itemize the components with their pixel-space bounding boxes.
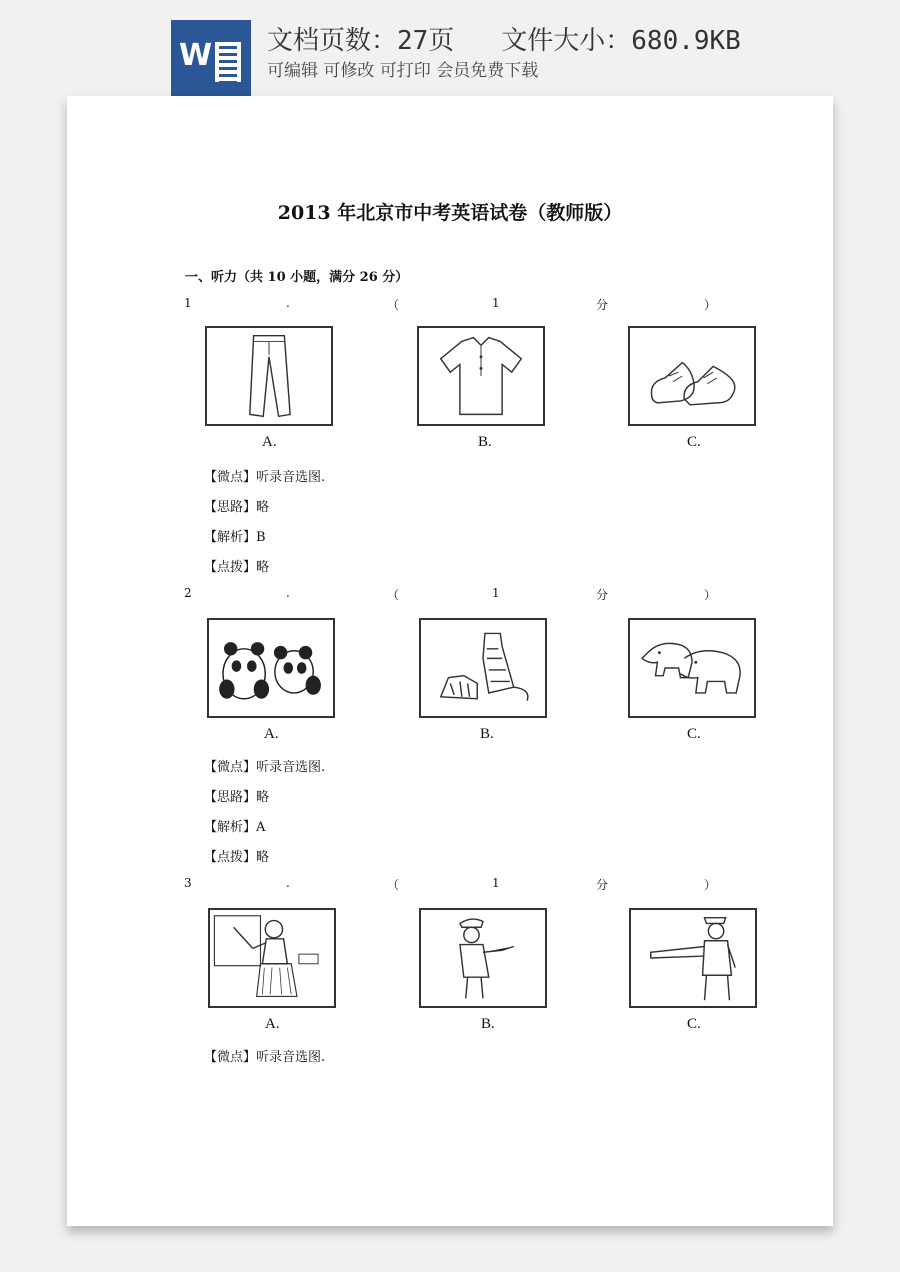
shirt-picture[interactable] (417, 326, 545, 426)
worker-picture[interactable] (419, 908, 547, 1008)
note-approach: 【思路】略 (204, 500, 270, 515)
pandas-icon (209, 620, 333, 716)
score-unit: 分 (596, 588, 609, 602)
doc-lines-icon (215, 42, 241, 82)
doc-meta-line: 文档页数：27页 文件大小：680.9KB (267, 26, 741, 56)
question-dot: . (286, 296, 290, 310)
police-officer-icon (631, 910, 755, 1006)
option-label-c: C. (687, 1016, 701, 1032)
option-label-a: A. (265, 1016, 280, 1032)
option-label-b: B. (481, 1016, 495, 1032)
option-label-b: B. (478, 434, 492, 450)
close-paren: ） (704, 298, 717, 312)
tigers-picture[interactable] (419, 618, 547, 718)
option-label-a: A. (262, 434, 277, 450)
note-answer: 【解析】A (204, 820, 266, 835)
question-score: 1 (492, 586, 500, 600)
option-label-b: B. (480, 726, 494, 742)
question-score: 1 (492, 296, 500, 310)
option-label-a: A. (264, 726, 279, 742)
open-paren: （ (387, 588, 400, 602)
question-score: 1 (492, 876, 500, 890)
elephants-picture[interactable] (628, 618, 756, 718)
note-point: 【微点】听录音选图. (204, 760, 326, 775)
note-tip: 【点拨】略 (204, 560, 270, 575)
page-title: 2013 年北京市中考英语试卷（教师版） (277, 202, 623, 224)
document-info-header (0, 0, 900, 96)
document-page (67, 96, 833, 1226)
question-number: 1 (184, 296, 192, 310)
question-line-1 (67, 296, 833, 316)
score-unit: 分 (596, 878, 609, 892)
note-tip: 【点拨】略 (204, 850, 270, 865)
worker-icon (421, 910, 545, 1006)
teacher-icon (210, 910, 334, 1006)
trousers-picture[interactable] (205, 326, 333, 426)
note-answer: 【解析】B (204, 530, 266, 545)
question-number: 3 (184, 876, 192, 890)
question-line-2 (67, 586, 833, 606)
question-dot: . (286, 586, 290, 600)
trousers-icon (207, 328, 331, 424)
question-dot: . (286, 876, 290, 890)
open-paren: （ (387, 298, 400, 312)
question-line-3 (67, 876, 833, 896)
word-doc-icon (171, 20, 251, 96)
score-unit: 分 (596, 298, 609, 312)
close-paren: ） (704, 588, 717, 602)
police-officer-picture[interactable] (629, 908, 757, 1008)
elephants-icon (630, 620, 754, 716)
sneakers-picture[interactable] (628, 326, 756, 426)
question-number: 2 (184, 586, 192, 600)
note-point: 【微点】听录音选图. (204, 470, 326, 485)
note-point: 【微点】听录音选图. (204, 1050, 326, 1065)
teacher-picture[interactable] (208, 908, 336, 1008)
option-label-c: C. (687, 434, 701, 450)
pandas-picture[interactable] (207, 618, 335, 718)
sneakers-icon (630, 328, 754, 424)
tigers-icon (421, 620, 545, 716)
open-paren: （ (387, 878, 400, 892)
doc-feature-line: 可编辑 可修改 可打印 会员免费下载 (267, 61, 539, 81)
note-approach: 【思路】略 (204, 790, 270, 805)
option-label-c: C. (687, 726, 701, 742)
section-heading: 一、听力（共 10 小题，满分 26 分） (185, 270, 409, 285)
close-paren: ） (704, 878, 717, 892)
shirt-icon (419, 328, 543, 424)
word-letter: W (179, 38, 213, 73)
